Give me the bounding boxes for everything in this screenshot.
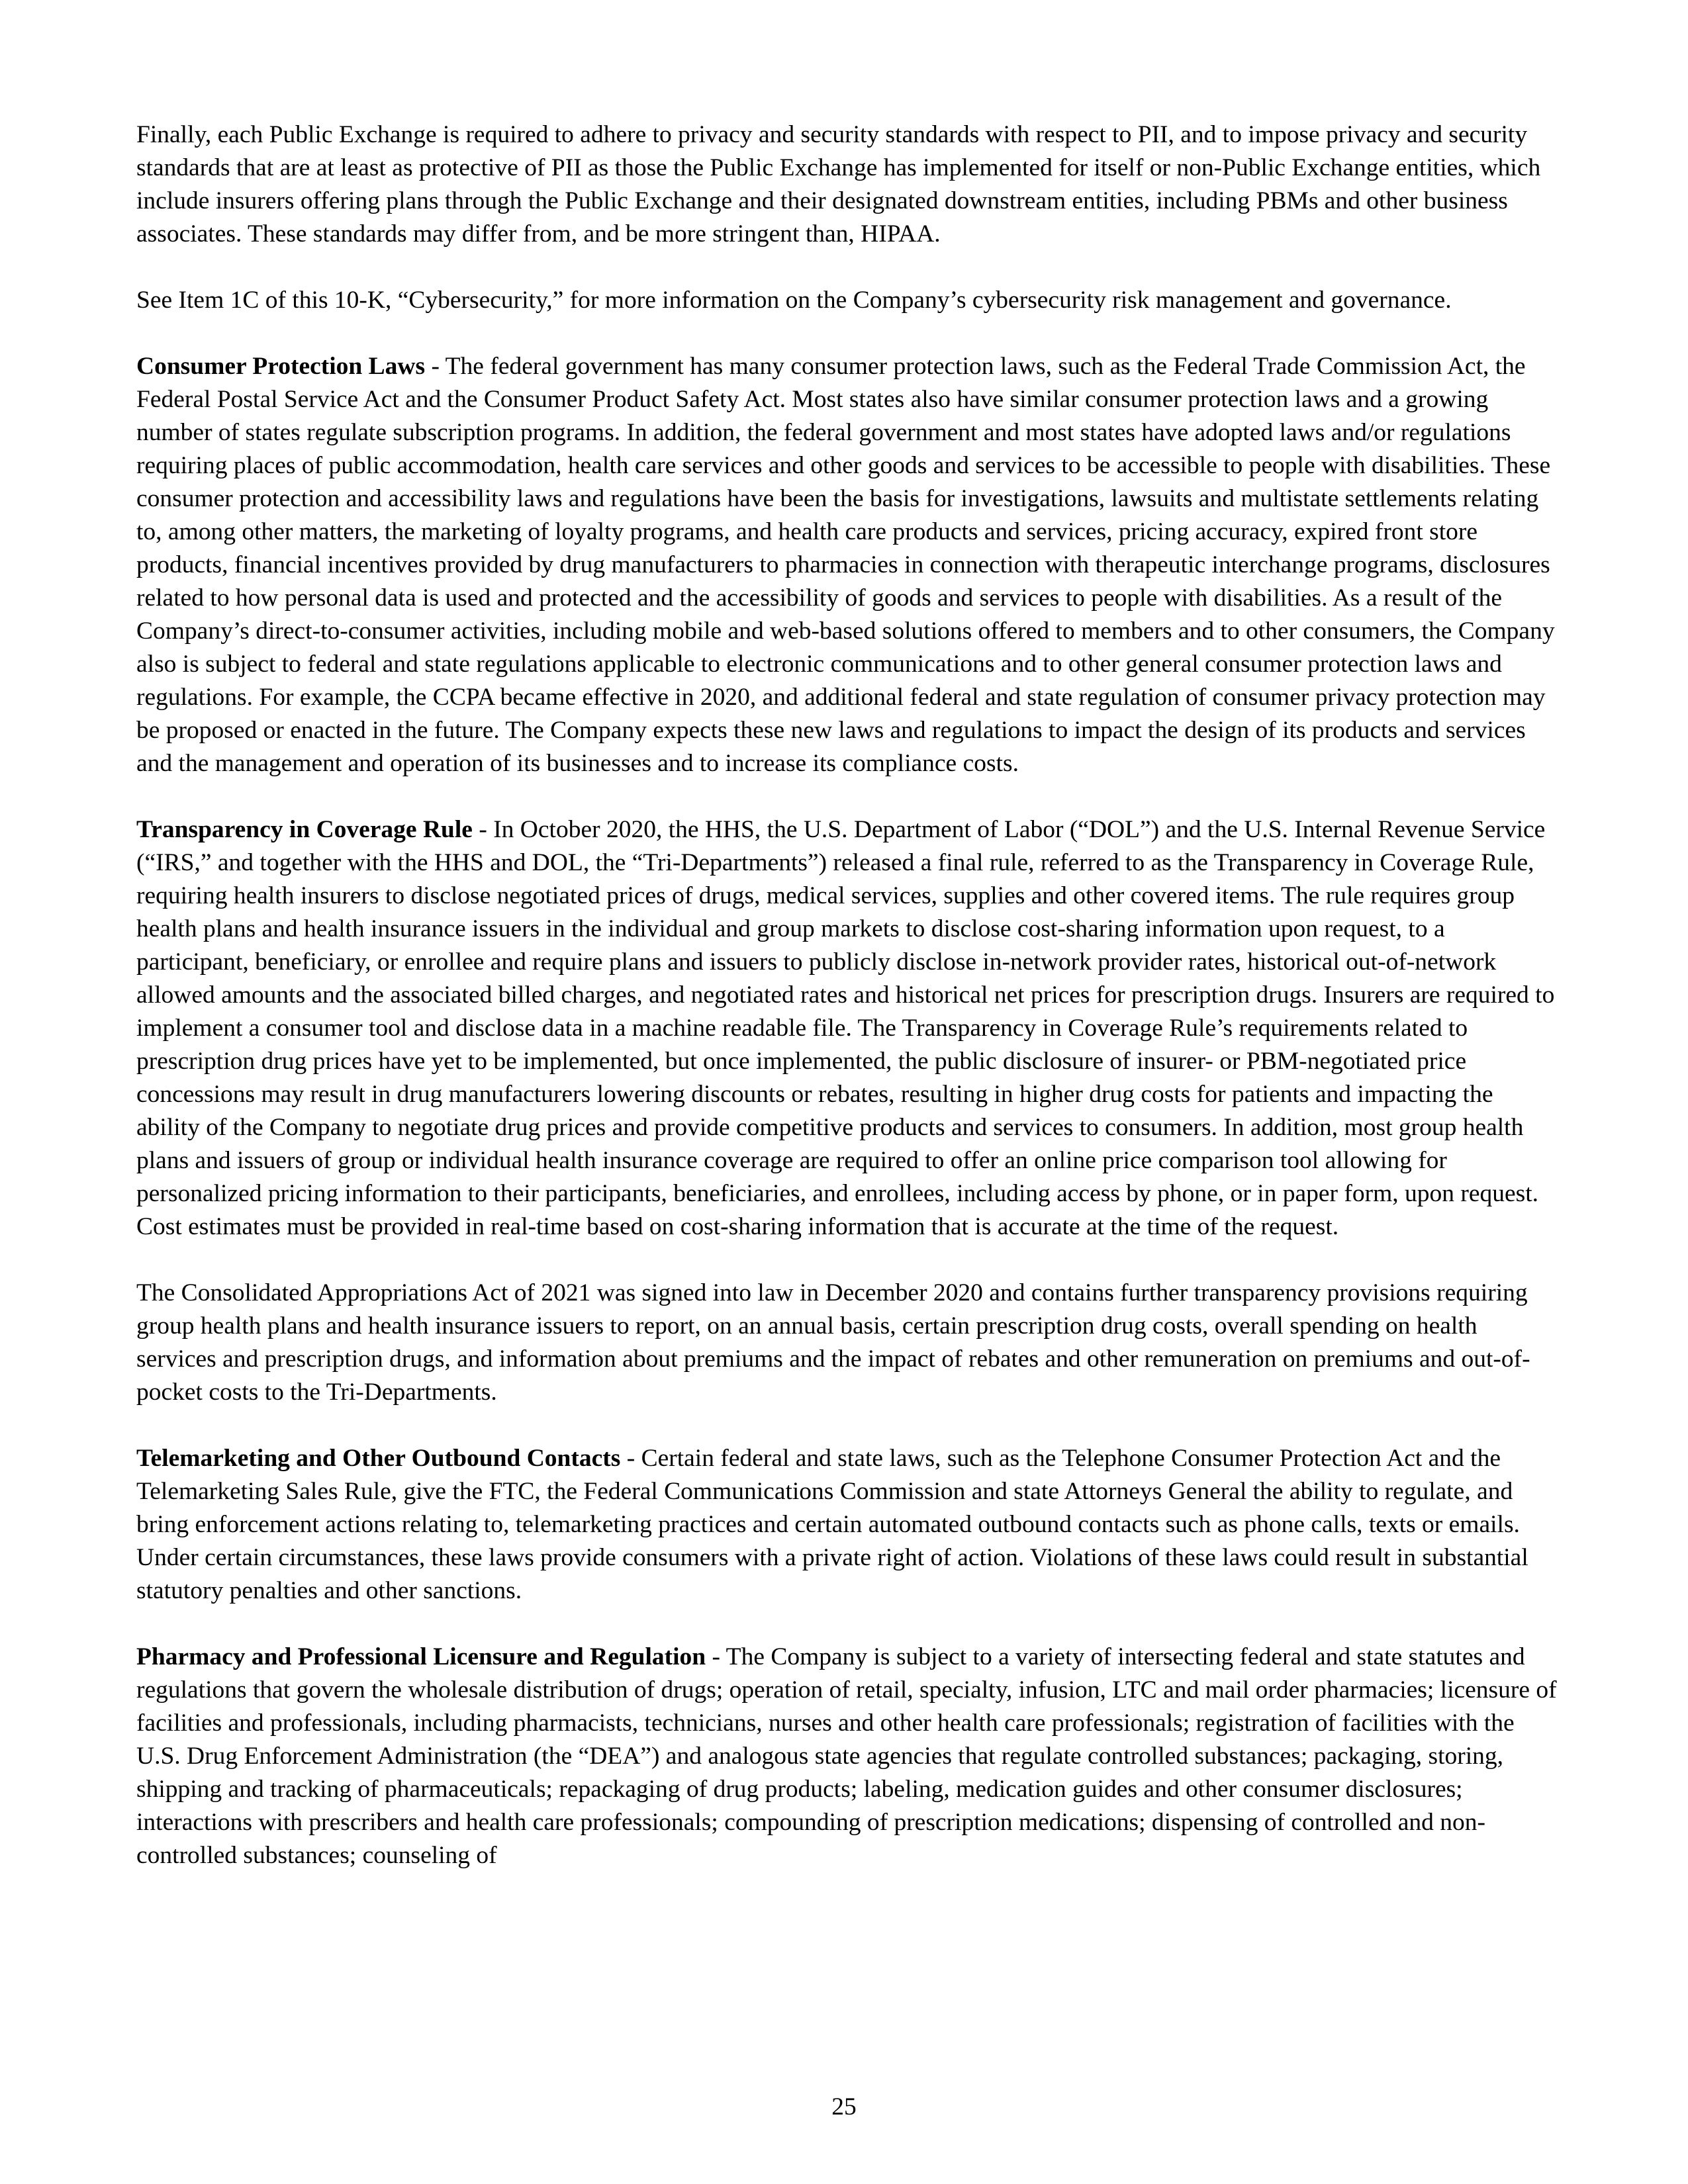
- paragraph-text: - The Company is subject to a variety of intersecting federal and state statutes and regulations that govern the wholesale distribution of drugs; operation of retail, specialty, infusion, LTC and mail order pharmacies; licensure of facilities and professionals, including pharmacists, technicians, nurses and other health care professionals; registration of facilities with the U.S. Drug Enforcement Administration (the “DEA”) and analogous state agencies that regulate controlled substances; packaging, storing, shipping and tracking of pharmaceuticals; repackaging of drug products; labeling, medication guides and other consumer disclosures; interactions with prescribers and health care professionals; compounding of prescription medications; dispensing of controlled and non-controlled substances; counseling of: [136, 1643, 1557, 1869]
- paragraph-text: See Item 1C of this 10-K, “Cybersecurity,” for more information on the Company’s cybersecurity risk management and governance.: [136, 287, 1452, 314]
- paragraph-transparency-in-coverage-rule: [136, 813, 1560, 1244]
- paragraph-heading: Consumer Protection Laws: [136, 353, 426, 380]
- paragraph-pharmacy-licensure: [136, 1641, 1560, 1872]
- paragraph-public-exchange-privacy: [136, 118, 1560, 251]
- paragraph-text: Finally, each Public Exchange is required to adhere to privacy and security standards with respect to PII, and to impose privacy and security standards that are at least as protective of PII as those the Public Exchange has implemented for itself or non-Public Exchange entities, which include insurers offering plans through the Public Exchange and their designated downstream entities, including PBMs and other business associates. These standards may differ from, and be more stringent than, HIPAA.: [136, 121, 1541, 248]
- paragraph-text: - The federal government has many consumer protection laws, such as the Federal Trade Commission Act, the Federal Postal Service Act and the Consumer Product Safety Act. Most states also have similar consumer protection laws and a growing number of states regulate subscription programs. In addition, the federal government and most states have adopted laws and/or regulations requiring places of public accommodation, health care services and other goods and services to be accessible to people with disabilities. These consumer protection and accessibility laws and regulations have been the basis for investigations, lawsuits and multistate settlements relating to, among other matters, the marketing of loyalty programs, and health care products and services, pricing accuracy, expired front store products, financial incentives provided by drug manufacturers to pharmacies in connection with therapeutic interchange programs, disclosures related to how personal data is used and protected and the accessibility of goods and services to people with disabilities. As a result of the Company’s direct-to-consumer activities, including mobile and web-based solutions offered to members and to other consumers, the Company also is subject to federal and state regulations applicable to electronic communications and to other general consumer protection laws and regulations. For example, the CCPA became effective in 2020, and additional federal and state regulation of consumer privacy protection may be proposed or enacted in the future. The Company expects these new laws and regulations to impact the design of its products and services and the management and operation of its businesses and to increase its compliance costs.: [136, 353, 1555, 777]
- paragraph-text: - Certain federal and state laws, such as the Telephone Consumer Protection Act and the Telemarketing Sales Rule, give the FTC, the Federal Communications Commission and state Attorneys General the ability to regulate, and bring enforcement actions relating to, telemarketing practices and certain automated outbound contacts such as phone calls, texts or emails. Under certain circumstances, these laws provide consumers with a private right of action. Violations of these laws could result in substantial statutory penalties and other sanctions.: [136, 1445, 1528, 1604]
- paragraph-consolidated-appropriations-act: [136, 1277, 1560, 1409]
- paragraph-text: The Consolidated Appropriations Act of 2021 was signed into law in December 2020 and contains further transparency provisions requiring group health plans and health insurance issuers to report, on an annual basis, certain prescription drug costs, overall spending on health services and prescription drugs, and information about premiums and the impact of rebates and other remuneration on premiums and out-of-pocket costs to the Tri-Departments.: [136, 1279, 1530, 1406]
- paragraph-heading: Transparency in Coverage Rule: [136, 816, 473, 843]
- page-number: 25: [831, 2093, 857, 2120]
- page-body: [136, 118, 1560, 1905]
- paragraph-cybersecurity-reference: [136, 284, 1560, 317]
- paragraph-consumer-protection-laws: [136, 350, 1560, 780]
- paragraph-text: - In October 2020, the HHS, the U.S. Department of Labor (“DOL”) and the U.S. Internal Revenue Service (“IRS,” and together with the HHS and DOL, the “Tri-Departments”) released a final rule, referred to as the Transparency in Coverage Rule, requiring health insurers to disclose negotiated prices of drugs, medical services, supplies and other covered items. The rule requires group health plans and health insurance issuers in the individual and group markets to disclose cost-sharing information upon request, to a participant, beneficiary, or enrollee and require plans and issuers to publicly disclose in-network provider rates, historical out-of-network allowed amounts and the associated billed charges, and negotiated rates and historical net prices for prescription drugs. Insurers are required to implement a consumer tool and disclose data in a machine readable file. The Transparency in Coverage Rule’s requirements related to prescription drug prices have yet to be implemented, but once implemented, the public disclosure of insurer- or PBM-negotiated price concessions may result in drug manufacturers lowering discounts or rebates, resulting in higher drug costs for patients and impacting the ability of the Company to negotiate drug prices and provide competitive products and services to consumers. In addition, most group health plans and issuers of group or individual health insurance coverage are required to offer an online price comparison tool allowing for personalized pricing information to their participants, beneficiaries, and enrollees, including access by phone, or in paper form, upon request. Cost estimates must be provided in real-time based on cost-sharing information that is accurate at the time of the request.: [136, 816, 1555, 1240]
- paragraph-heading: Telemarketing and Other Outbound Contacts: [136, 1445, 621, 1472]
- paragraph-telemarketing: [136, 1442, 1560, 1608]
- paragraph-heading: Pharmacy and Professional Licensure and Regulation: [136, 1643, 706, 1670]
